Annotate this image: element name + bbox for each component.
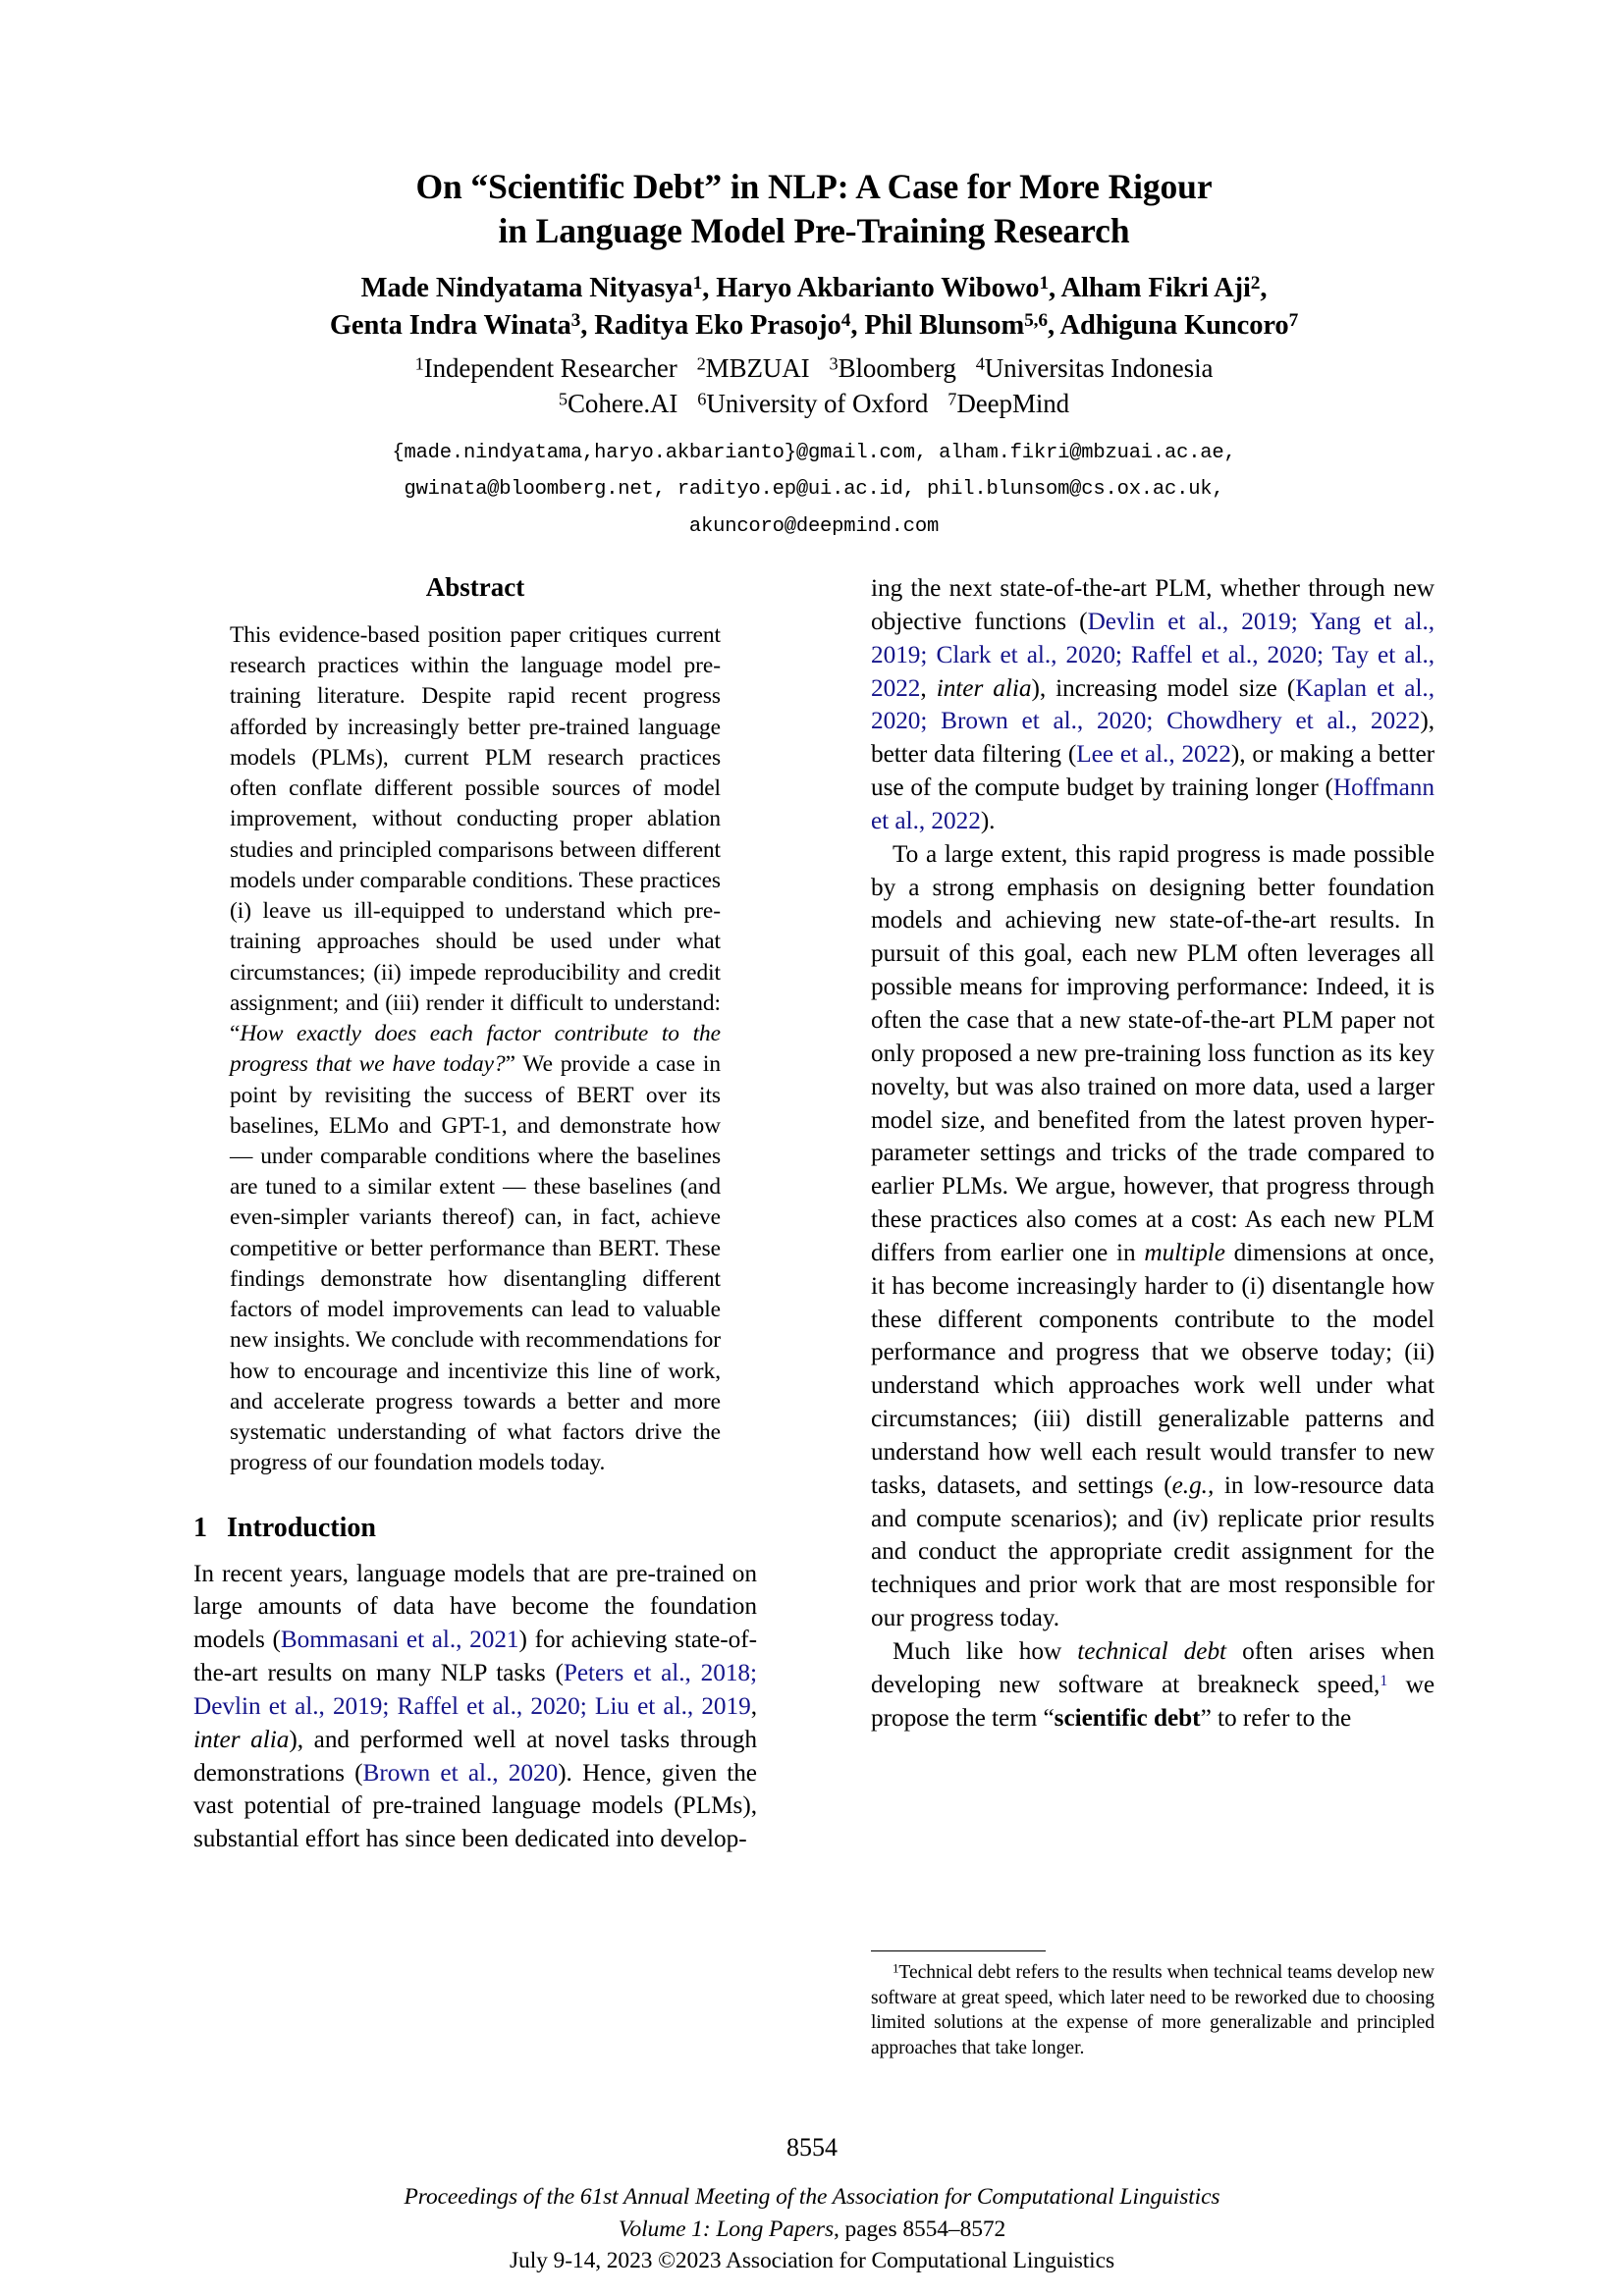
author-affiliation-marker: 5,6 xyxy=(1024,309,1048,331)
affiliation-marker: 4 xyxy=(975,352,985,373)
footnote-reference-marker[interactable]: 1 xyxy=(1380,1672,1388,1689)
affiliation-marker: 7 xyxy=(947,389,957,409)
citation-link[interactable]: Lee et al., 2022 xyxy=(1076,740,1231,769)
paper-title-line-2: in Language Model Pre-Training Research xyxy=(498,210,1130,250)
footnote-zone xyxy=(871,1950,1435,2060)
affiliation-marker: 2 xyxy=(696,352,706,373)
footer-volume-italic: Volume 1: Long Papers xyxy=(618,2216,834,2242)
footnote-marker: 1 xyxy=(893,1960,899,1976)
citation-link[interactable]: Hoffmann et al., 2022 xyxy=(871,774,1435,834)
citation-link[interactable]: Bommasani et al., 2021 xyxy=(280,1626,519,1654)
right-column xyxy=(871,572,1435,1735)
abstract-segment-1: This evidence-based position paper critiques current research practices within the language model pre-training literature. Despite rapid recent progress afforded by increasingly better pre-trained language models (PLMs), current PLM research practices often conflate different possible sources of model improvement, without conducting proper ablation studies and principled comparisons between different models under comparable conditions. These practices (i) leave us ill-equipped to understand which pre-training approaches should be used under what circumstances; (ii) impede reproducibility and credit assignment; and (iii) render it difficult to understand: “ xyxy=(230,622,721,1047)
inter-alia-italic: inter alia xyxy=(936,673,1032,702)
author-list xyxy=(193,270,1435,344)
author-affiliation-marker: 1 xyxy=(1039,273,1050,294)
footnote-1 xyxy=(871,1960,1435,2060)
title-block xyxy=(193,165,1435,545)
footer-line-3: July 9-14, 2023 ©2023 Association for Computational Linguistics xyxy=(510,2248,1114,2274)
abstract-segment-3: ” We provide a case in point by revisiting the success of BERT over its baselines, ELMo and GPT-1, and demonstrate how — under comparable conditions where the baselines are tuned to a similar extent — these baselines (and even-simpler variants thereof) can, in fact, achieve competitive or better performance than BERT. These findings demonstrate how disentangling different factors of model improvements can lead to valuable new insights. We conclude with recommendations for how to encourage and incentivize this line of work, and accelerate progress towards a better and more systematic understanding of what factors drive the progress of our foundation models today. xyxy=(230,1051,721,1476)
affiliation-marker: 3 xyxy=(829,352,839,373)
author-line-1: Made Nindyatama Nityasya$^1$, Haryo Akbarianto Wibowo$^1$, Alham Fikri Aji$^2$, xyxy=(360,273,1268,304)
citation-link[interactable]: Peters et al., 2018; Devlin et al., 2019; Raffel et al., 2020; Liu et al., 2019 xyxy=(193,1659,758,1720)
footnote-body: Technical debt refers to the results when technical teams develop new software at great speed, which later need to be reworked due to choosing limited solutions at the expense of more generalizable and principled approaches that take longer. xyxy=(871,1962,1435,2058)
proceedings-footer xyxy=(0,2181,1624,2277)
footer-pages: , pages 8554–8572 xyxy=(834,2216,1006,2242)
scientific-debt-bold: scientific debt xyxy=(1054,1703,1201,1732)
left-column xyxy=(193,572,757,1856)
author-affiliation-marker: 4 xyxy=(840,309,851,331)
affiliation-marker: 5 xyxy=(558,389,568,409)
citation-link[interactable]: Kaplan et al., 2020; Brown et al., 2020; Chowdhery et al., 2022 xyxy=(871,673,1435,735)
email-line-3: akuncoro@deepmind.com xyxy=(688,514,940,538)
section-title: Introduction xyxy=(227,1512,376,1543)
affiliation-marker: 1 xyxy=(414,352,424,373)
page-title xyxy=(193,165,1435,252)
intro-paragraph-1: In recent years, language models that are pre-trained on large amounts of data have become the foundation models (Bommasani et al., 2021) for achieving state-of-the-art results on many NLP tasks (Peters et al., 2018; Devlin et al., 2019; Raffel et al., 2020; Liu et al., 2019, inter alia), and performed well at novel tasks through demonstrations (Brown et al., 2020). Hence, given the vast potential of pre-trained language models (PLMs), substantial effort has since been dedicated into develop- xyxy=(193,1559,758,1853)
footer-line-1: Proceedings of the 61st Annual Meeting of the Association for Computational Linguistics xyxy=(404,2184,1220,2210)
section-heading-introduction xyxy=(193,1513,757,1544)
author-affiliation-marker: 3 xyxy=(570,309,581,331)
technical-debt-italic: technical debt xyxy=(1077,1637,1227,1665)
email-line-1: {made.nindyatama,haryo.akbarianto}@gmail.com, alham.fikri@mbzuai.ac.ae, xyxy=(392,442,1236,465)
eg-italic: e.g., xyxy=(1171,1470,1215,1499)
author-line-2: Genta Indra Winata$^3$, Raditya Eko Prasojo$^4$, Phil Blunsom$^{5,6}$, Adhiguna Kuncoro$^7$ xyxy=(329,309,1299,342)
author-emails xyxy=(193,435,1435,545)
right-paragraph-2: To a large extent, this rapid progress is made possible by a strong emphasis on designing better foundation models and achieving new state-of-the-art results. In pursuit of this goal, each new PLM often leverages all possible means for improving performance: Indeed, it is often the case that a new state-of-the-art PLM paper not only proposed a new pre-training loss function as its key novelty, but was also trained on more data, used a larger model size, and benefited from the latest proven hyper-parameter settings and tricks of the trade compared to earlier PLMs. We argue, however, that progress through these practices also comes at a cost: As each new PLM differs from earlier one in multiple dimensions at once, it has become increasingly harder to (i) disentangle how these different components contribute to the model performance and progress that we observe today; (ii) understand which approaches work well under what circumstances; (iii) distill generalizable patterns and understand how well each result would transfer to new tasks, datasets, and settings (e.g., in low-resource data and compute scenarios); and (iv) replicate prior results and conduct the appropriate credit assignment for the techniques and prior work that are most responsible for our progress today. xyxy=(871,839,1435,1632)
footer-line-2 xyxy=(0,2214,1624,2246)
abstract-quote-italic: How exactly does each factor contribute to the progress that we have today? xyxy=(230,1021,721,1078)
page-number: 8554 xyxy=(786,2133,838,2162)
email-line-2: gwinata@bloomberg.net, radityo.ep@ui.ac.id, phil.blunsom@cs.ox.ac.uk, xyxy=(404,478,1224,502)
author-affiliation-marker: 2 xyxy=(1250,273,1261,294)
footnote-separator-rule xyxy=(871,1950,1046,1951)
affiliation-line-2: $^5$Cohere.AI $^6$University of Oxford $^7$DeepMind xyxy=(558,389,1070,419)
body-columns xyxy=(193,572,1435,2064)
right-paragraph-3: Much like how technical debt often arises when developing new software at breakneck speed,$^1$ we propose the term “scientific debt” to refer to the xyxy=(871,1637,1435,1732)
section-number: 1 xyxy=(193,1512,207,1543)
right-paragraph-1: ing the next state-of-the-art PLM, whether through new objective functions (Devlin et al., 2019; Yang et al., 2019; Clark et al., 2020; Raffel et al., 2020; Tay et al., 2022, inter alia), increasing model size (Kaplan et al., 2020; Brown et al., 2020; Chowdhery et al., 2022), better data filtering (Lee et al., 2022), or making a better use of the compute budget by training longer (Hoffmann et al., 2022). xyxy=(871,574,1435,834)
citation-link[interactable]: Devlin et al., 2019; Yang et al., 2019; Clark et al., 2020; Raffel et al., 2020; Tay et al., 2022 xyxy=(871,607,1435,702)
abstract-heading: Abstract xyxy=(425,572,525,602)
affiliation-list xyxy=(193,350,1435,422)
abstract-text xyxy=(230,620,721,1479)
multiple-italic: multiple xyxy=(1144,1238,1225,1266)
author-affiliation-marker: 1 xyxy=(692,273,703,294)
author-affiliation-marker: 7 xyxy=(1288,309,1299,331)
inter-alia-italic: inter alia xyxy=(193,1725,290,1753)
citation-link[interactable]: Brown et al., 2020 xyxy=(362,1758,559,1787)
affiliation-marker: 6 xyxy=(697,389,707,409)
paper-title-line-1: On “Scientific Debt” in NLP: A Case for More Rigour xyxy=(415,167,1213,206)
affiliation-line-1: $^1$Independent Researcher $^2$MBZUAI $^3$Bloomberg $^4$Universitas Indonesia xyxy=(414,352,1214,383)
